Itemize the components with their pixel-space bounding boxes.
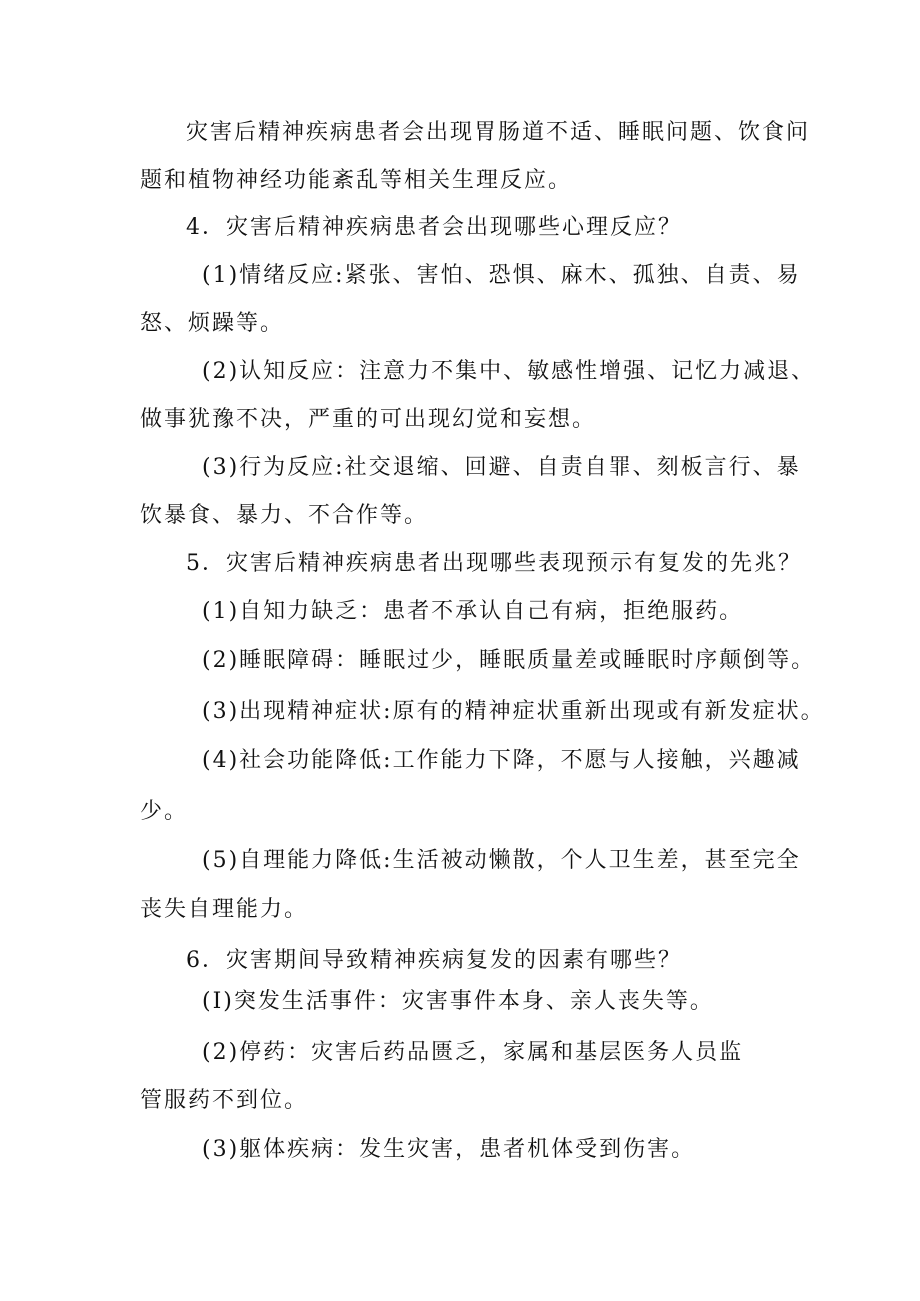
- paragraph-line: (2)睡眠障碍：睡眠过少，睡眠质量差或睡眠时序颠倒等。: [202, 648, 816, 673]
- paragraph-line: 丧失自理能力。: [140, 897, 309, 922]
- paragraph-line: 怒、烦躁等。: [140, 311, 285, 336]
- paragraph-line: (2)停药：灾害后药品匮乏，家属和基层医务人员监: [202, 1040, 744, 1065]
- question-heading: 5．灾害后精神疾病患者出现哪些表现预示有复发的先兆？: [186, 551, 802, 576]
- paragraph-line: (2)认知反应：注意力不集中、敏感性增强、记忆力减退、: [202, 359, 816, 384]
- paragraph-line: 少。: [140, 799, 189, 824]
- paragraph-line: 灾害后精神疾病患者会出现胃肠道不适、睡眠问题、饮食问: [186, 120, 811, 145]
- paragraph-line: (3)躯体疾病：发生灾害，患者机体受到伤害。: [202, 1137, 696, 1162]
- paragraph-line: 管服药不到位。: [140, 1088, 309, 1113]
- paragraph-line: (5)自理能力降低:生活被动懒散，个人卫生差，甚至完全: [202, 848, 801, 873]
- question-heading: 4．灾害后精神疾病患者会出现哪些心理反应？: [186, 215, 682, 240]
- paragraph-line: (1)自知力缺乏：患者不承认自己有病，拒绝服药。: [202, 599, 744, 624]
- paragraph-line: 题和植物神经功能紊乱等相关生理反应。: [140, 168, 573, 193]
- paragraph-line: (3)行为反应:社交退缩、回避、自责自罪、刻板言行、暴: [202, 455, 801, 480]
- paragraph-line: (4)社会功能降低:工作能力下降，不愿与人接触，兴趣减: [202, 748, 801, 773]
- paragraph-line: (3)出现精神症状:原有的精神症状重新出现或有新发症状。: [202, 699, 825, 724]
- question-heading: 6．灾害期间导致精神疾病复发的因素有哪些？: [186, 948, 682, 973]
- paragraph-line: (1)情绪反应:紧张、害怕、恐惧、麻木、孤独、自责、易: [202, 263, 801, 288]
- paragraph-line: 饮暴食、暴力、不合作等。: [140, 503, 429, 528]
- paragraph-line: 做事犹豫不决，严重的可出现幻觉和妄想。: [140, 407, 597, 432]
- paragraph-line: (I)突发生活事件：灾害事件本身、亲人丧失等。: [202, 989, 714, 1014]
